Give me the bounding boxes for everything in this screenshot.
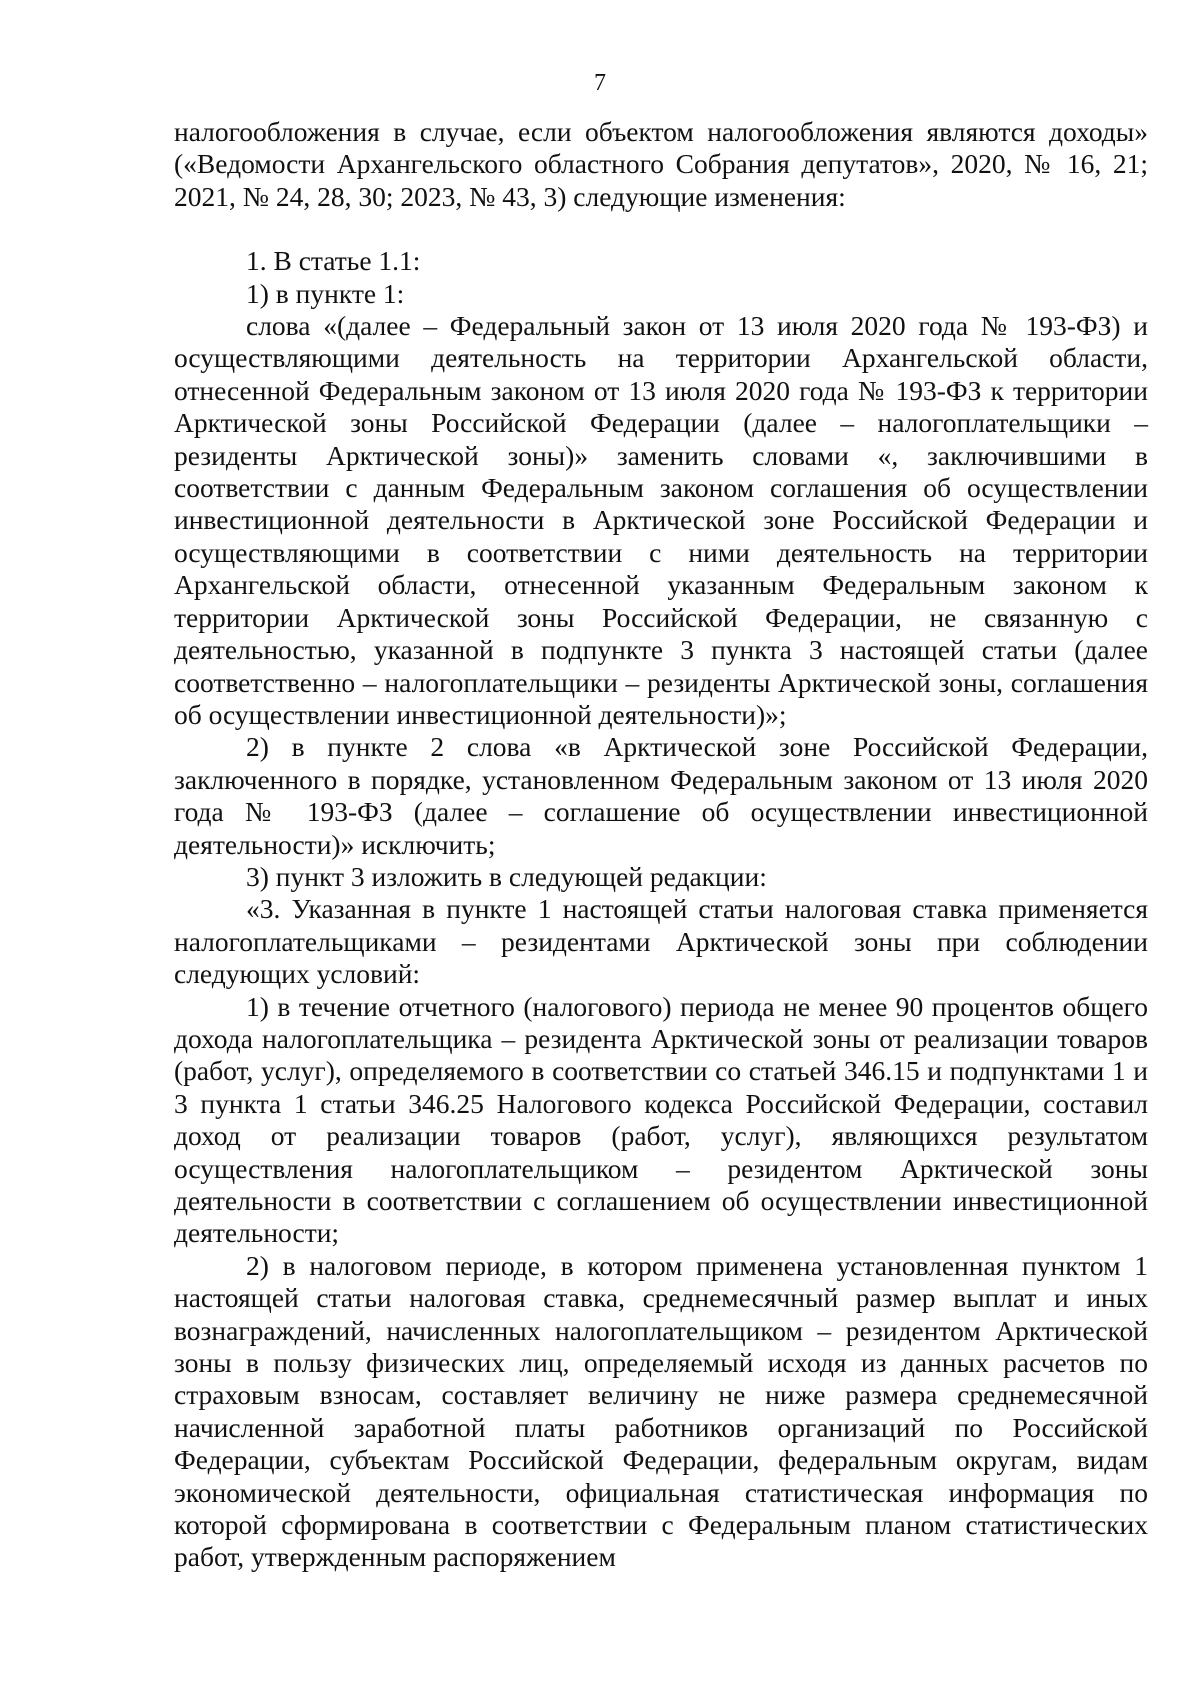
page-number: 7 xyxy=(594,70,606,96)
paragraph-item-2: 2) в пункте 2 слова «в Арктической зоне Российской Федерации, заключенного в порядке, установленном Федеральным законом от 13 июля 2020 года № 193-ФЗ (далее – соглашение об осуществлении инвестиционной деятельности)» исключить; xyxy=(174,731,1148,860)
paragraph-clause-3: «3. Указанная в пункте 1 настоящей статьи налоговая ставка применяется налогоплательщиками – резидентами Арктической зоны при соблюдении следующих условий: xyxy=(174,893,1148,990)
document-body xyxy=(174,116,1148,1574)
paragraph-words-replacement: слова «(далее – Федеральный закон от 13 июля 2020 года № 193-ФЗ) и осуществляющими деятельность на территории Архангельской области, отнесенной Федеральным законом от 13 июля 2020 года № 193-ФЗ к территории Арктической зоны Российской Федерации (далее – налогоплательщики – резиденты Арктической зоны)» заменить словами «, заключившими в соответствии с данным Федеральным законом соглашения об осуществлении инвестиционной деятельности в Арктической зоне Российской Федерации и осуществляющими в соответствии с ними деятельность на территории Архангельской области, отнесенной указанным Федеральным законом к территории Арктической зоны Российской Федерации, не связанную с деятельностью, указанной в подпункте 3 пункта 3 настоящей статьи (далее соответственно – налогоплательщики – резиденты Арктической зоны, соглашения об осуществлении инвестиционной деятельности)»; xyxy=(174,310,1148,730)
paragraph-item-1: 1) в пункте 1: xyxy=(246,277,405,309)
paragraph-condition-1: 1) в течение отчетного (налогового) периода не менее 90 процентов общего дохода налогоплательщика – резидента Арктической зоны от реализации товаров (работ, услуг), определяемого в соответствии со статьей 346.15 и подпунктами 1 и 3 пункта 1 статьи 346.25 Налогового кодекса Российской Федерации, составил доход от реализации товаров (работ, услуг), являющихся результатом осуществления налогоплательщиком – резидентом Арктической зоны деятельности в соответствии с соглашением об осуществлении инвестиционной деятельности; xyxy=(174,990,1148,1249)
paragraph-article-heading: 1. В статье 1.1: xyxy=(246,245,421,277)
paragraph-intro: налогообложения в случае, если объектом налогообложения являются доходы» («Ведомости Архангельского областного Собрания депутатов», 2020, № 16, 21; 2021, № 24, 28, 30; 2023, № 43, 3) следующие изменения: xyxy=(174,116,1148,212)
paragraph-item-3: 3) пункт 3 изложить в следующей редакции: xyxy=(246,860,767,892)
paragraph-condition-2: 2) в налоговом периоде, в котором применена установленная пунктом 1 настоящей статьи налоговая ставка, среднемесячный размер выплат и иных вознаграждений, начисленных налогоплательщиком – резидентом Арктической зоны в пользу физических лиц, определяемый исходя из данных расчетов по страховым взносам, составляет величину не ниже размера среднемесячной начисленной заработной платы работников организаций по Российской Федерации, субъектам Российской Федерации, федеральным округам, видам экономической деятельности, официальная статистическая информация по которой сформирована в соответствии с Федеральным планом статистических работ, утвержденным распоряжением xyxy=(174,1249,1148,1573)
